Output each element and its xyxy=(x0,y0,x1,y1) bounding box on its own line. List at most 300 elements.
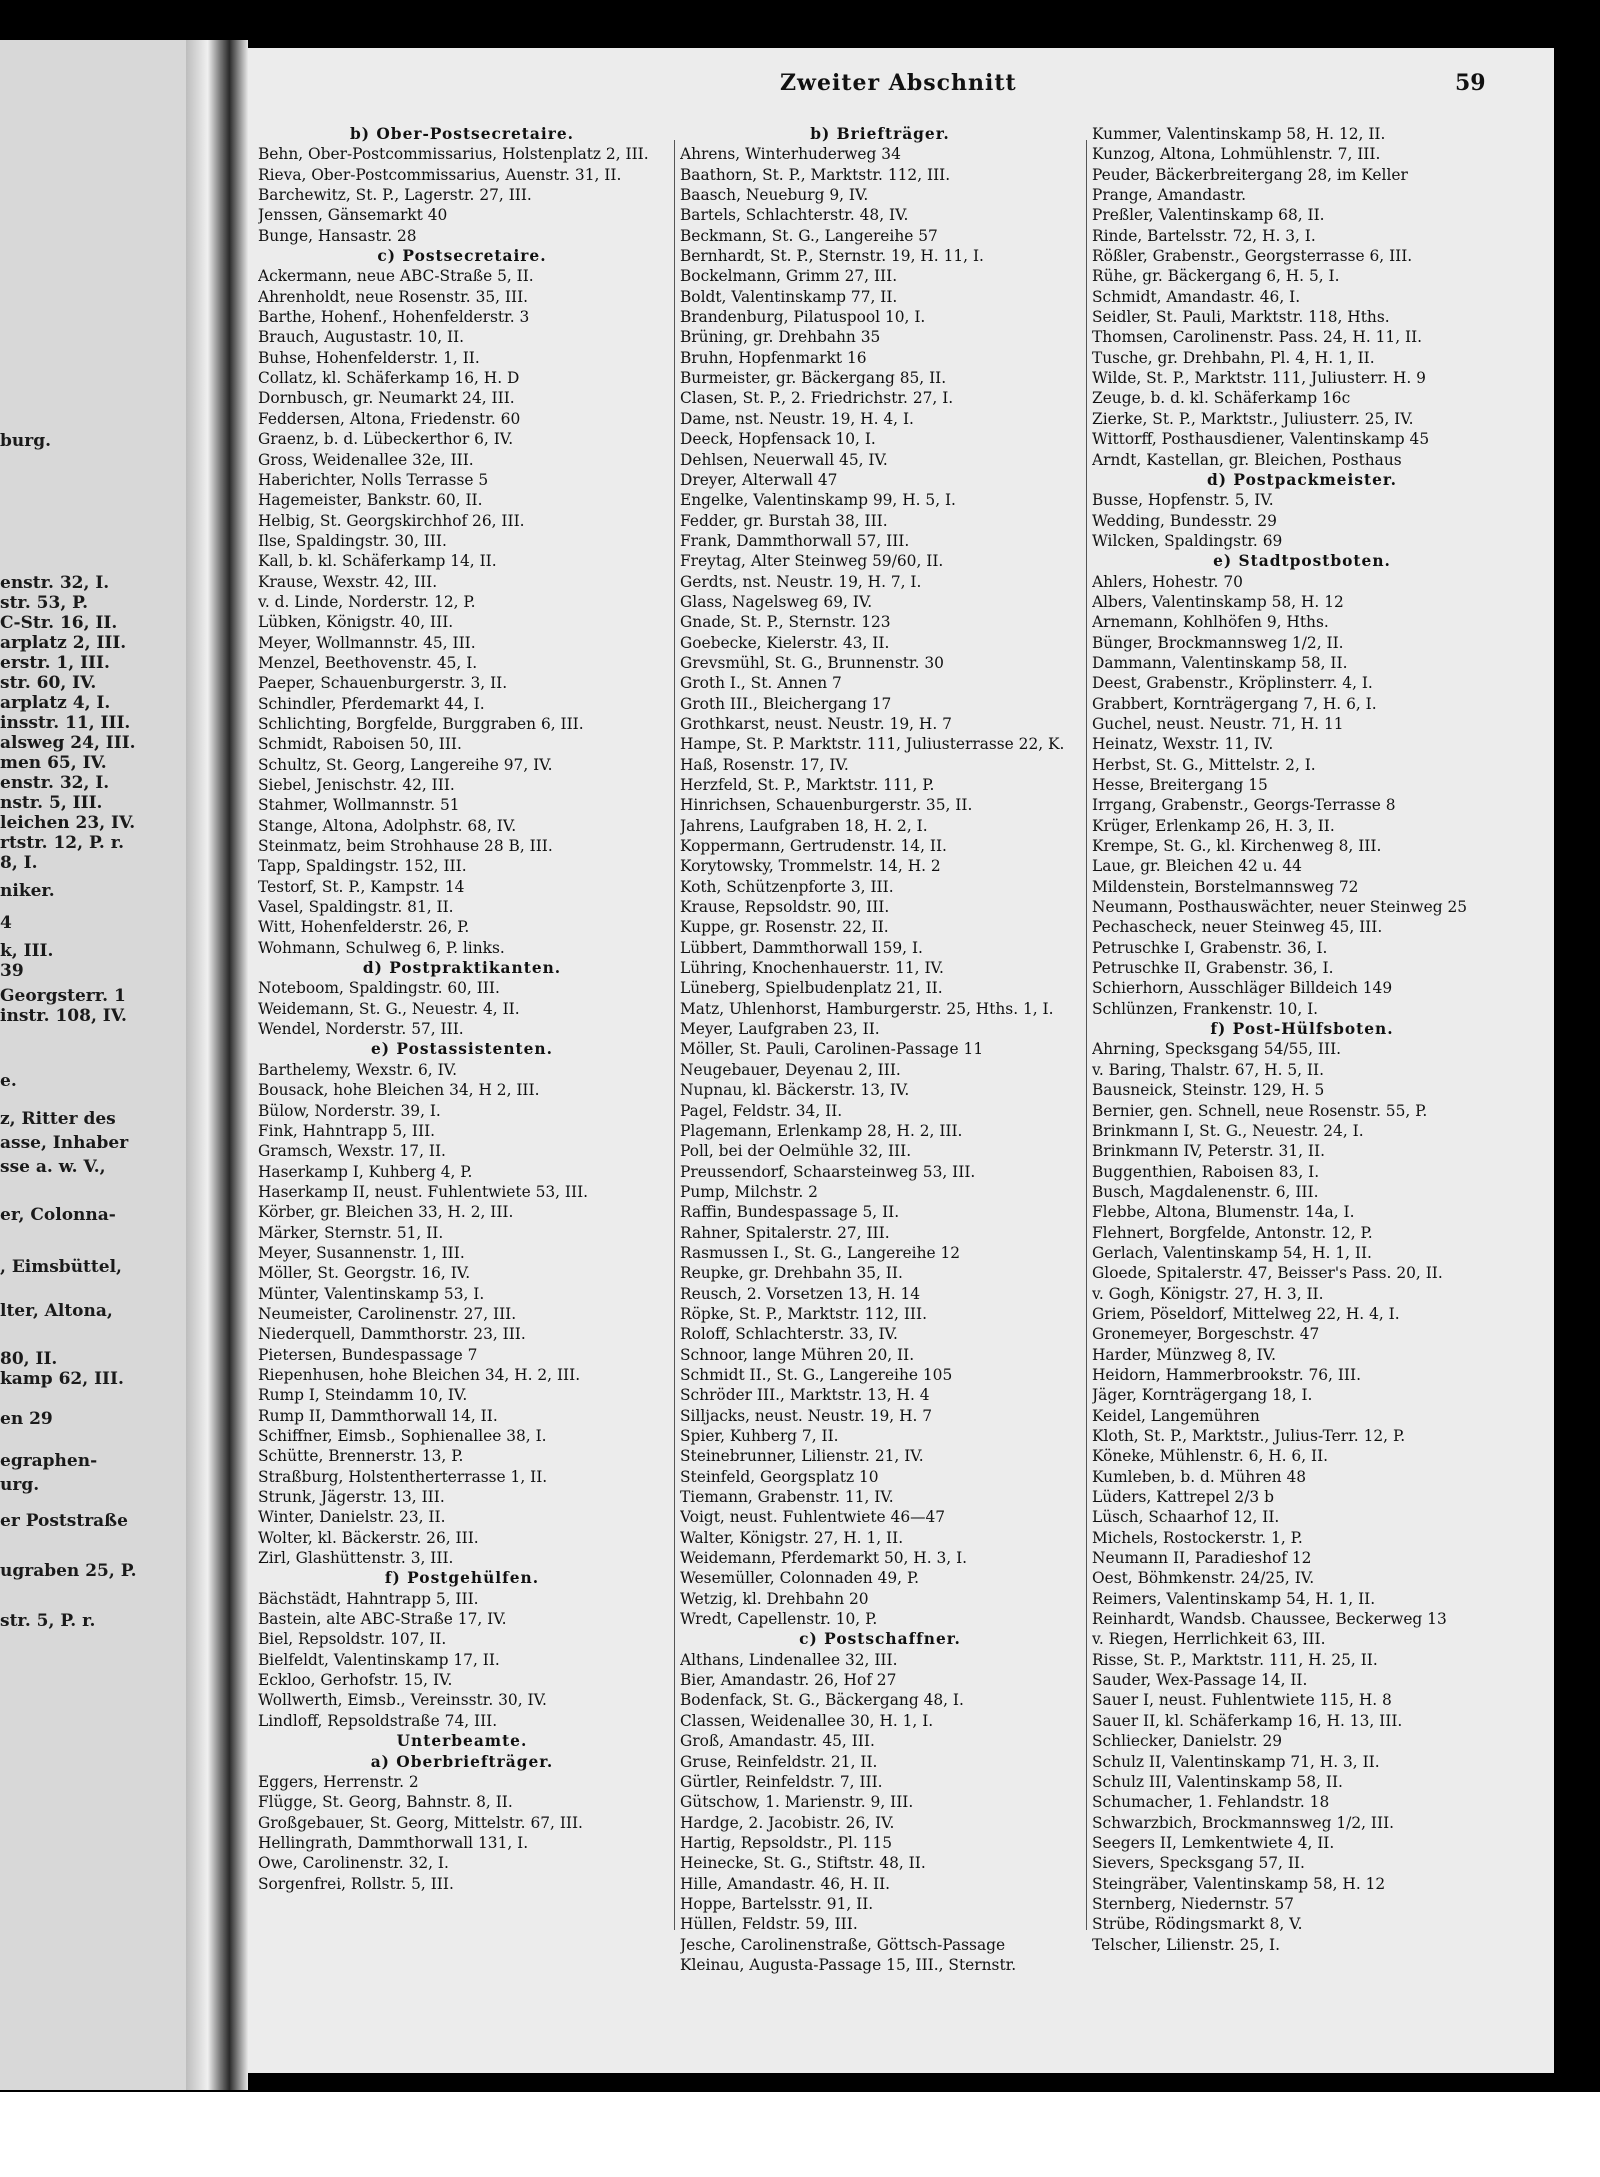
directory-entry: Herzfeld, St. P., Marktstr. 111, P. xyxy=(680,776,935,794)
left-page-text: urg. xyxy=(0,1475,40,1495)
directory-entry: Schröder III., Marktstr. 13, H. 4 xyxy=(680,1386,930,1405)
directory-entry: Rahner, Spitalerstr. 27, III. xyxy=(680,1223,890,1242)
directory-entry: Röpke, St. P., Marktstr. 112, III. xyxy=(680,1304,927,1323)
directory-entry: Brinkmann I, St. G., Neuestr. 24, I. xyxy=(1092,1121,1364,1140)
directory-entry: Schulz III, Valentinskamp 58, II. xyxy=(1092,1772,1343,1791)
directory-entry: Bernhardt, St. P., Sternstr. 19, H. 11, I. xyxy=(680,247,984,266)
column-2 xyxy=(680,124,1080,1975)
directory-entry: Boldt, Valentinskamp 77, II. xyxy=(680,287,898,306)
directory-entry: Graenz, b. d. Lübeckerthor 6, IV. xyxy=(258,430,514,449)
left-page-text: niker. xyxy=(0,881,55,901)
section-heading: d) Postpraktikanten. xyxy=(362,959,562,978)
directory-entry: Seegers II, Lemkentwiete 4, II. xyxy=(1092,1833,1335,1852)
directory-entry: Buhse, Hohenfelderstr. 1, II. xyxy=(258,348,480,367)
directory-entry: Dame, nst. Neustr. 19, H. 4, I. xyxy=(680,409,914,428)
left-page-text: 8, I. xyxy=(0,853,38,873)
directory-entry: Bächstädt, Hahntrapp 5, III. xyxy=(258,1589,479,1608)
left-page-text: str. 53, P. xyxy=(0,593,89,613)
directory-entry: Steingräber, Valentinskamp 58, H. 12 xyxy=(1092,1874,1386,1893)
section-heading: b) Ober-Postsecretaire. xyxy=(350,125,574,143)
directory-entry: Sorgenfrei, Rollstr. 5, III. xyxy=(258,1874,454,1893)
directory-entry: Poll, bei der Oelmühle 32, III. xyxy=(680,1142,912,1161)
directory-entry: Wollwerth, Eimsb., Vereinsstr. 30, IV. xyxy=(258,1691,547,1710)
directory-entry: Zeuge, b. d. kl. Schäferkamp 16c xyxy=(1092,389,1351,408)
directory-entry: Schwarzbich, Brockmannsweg 1/2, III. xyxy=(1092,1813,1395,1832)
left-page-text: C-Str. 16, II. xyxy=(0,613,118,633)
left-page-text: str. 60, IV. xyxy=(0,673,97,693)
scan-margin xyxy=(0,2092,1600,2177)
left-page-text: ugraben 25, P. xyxy=(0,1561,137,1581)
directory-entry: Petruschke I, Grabenstr. 36, I. xyxy=(1092,938,1328,957)
directory-entry: Busch, Magdalenenstr. 6, III. xyxy=(1092,1182,1319,1201)
directory-entry: Sievers, Specksgang 57, II. xyxy=(1092,1854,1305,1873)
directory-entry: Bartels, Schlachterstr. 48, IV. xyxy=(680,206,909,225)
directory-entry: Testorf, St. P., Kampstr. 14 xyxy=(258,877,465,896)
directory-entry: Brinkmann IV, Peterstr. 31, II. xyxy=(1092,1142,1325,1161)
left-page-text: Georgsterr. 1 xyxy=(0,986,126,1006)
directory-entry: Baasch, Neueburg 9, IV. xyxy=(680,186,869,205)
column-divider xyxy=(1086,140,1087,1930)
directory-entry: Zierke, St. P., Marktstr., Juliusterr. 25, IV. xyxy=(1092,409,1414,428)
directory-entry: Groth III., Bleichergang 17 xyxy=(680,694,892,713)
left-page-text: alsweg 24, III. xyxy=(0,733,136,753)
directory-entry: Prange, Amandastr. xyxy=(1092,186,1247,205)
directory-entry: Engelke, Valentinskamp 99, H. 5, I. xyxy=(680,491,956,510)
directory-entry: Gütschow, 1. Marienstr. 9, III. xyxy=(680,1793,914,1812)
directory-entry: Weidemann, St. G., Neuestr. 4, II. xyxy=(258,999,520,1018)
directory-entry: Neumeister, Carolinenstr. 27, III. xyxy=(258,1304,517,1323)
directory-entry: Strunk, Jägerstr. 13, III. xyxy=(258,1488,445,1507)
directory-entry: Griem, Pöseldorf, Mittelweg 22, H. 4, I. xyxy=(1092,1304,1400,1323)
book-gutter xyxy=(186,40,248,2090)
directory-entry: Silljacks, neust. Neustr. 19, H. 7 xyxy=(680,1406,933,1425)
directory-entry: Neumann, Posthauswächter, neuer Steinweg 25 xyxy=(1092,898,1468,917)
directory-entry: Kummer, Valentinskamp 58, H. 12, II. xyxy=(1092,125,1386,143)
directory-entry: Grevsmühl, St. G., Brunnenstr. 30 xyxy=(680,653,944,672)
directory-entry: Haberichter, Nolls Terrasse 5 xyxy=(258,470,489,489)
directory-entry: Oest, Böhmkenstr. 24/25, IV. xyxy=(1092,1569,1315,1588)
directory-entry: Schindler, Pferdemarkt 44, I. xyxy=(258,694,485,713)
directory-entry: Jahrens, Laufgraben 18, H. 2, I. xyxy=(680,816,928,835)
directory-entry: Jenssen, Gänsemarkt 40 xyxy=(258,206,448,225)
directory-entry: Meyer, Wollmannstr. 45, III. xyxy=(258,633,476,652)
directory-entry: Pechascheck, neuer Steinweg 45, III. xyxy=(1092,918,1383,937)
directory-entry: Bousack, hohe Bleichen 34, H 2, III. xyxy=(258,1081,540,1100)
directory-entry: Feddersen, Altona, Friedenstr. 60 xyxy=(258,409,521,428)
directory-entry: Bockelmann, Grimm 27, III. xyxy=(680,267,898,286)
directory-entry: Haserkamp II, neust. Fuhlentwiete 53, III. xyxy=(258,1182,589,1201)
directory-entry: Schmidt II., St. G., Langereihe 105 xyxy=(680,1365,953,1384)
directory-entry: Wesemüller, Colonnaden 49, P. xyxy=(680,1569,920,1588)
directory-entry: Sauder, Wex-Passage 14, II. xyxy=(1092,1671,1308,1690)
directory-entry: Schliecker, Danielstr. 29 xyxy=(1092,1732,1283,1751)
directory-entry: Barchewitz, St. P., Lagerstr. 27, III. xyxy=(258,186,532,205)
left-page-text: 4 xyxy=(0,913,12,933)
directory-entry: Wredt, Capellenstr. 10, P. xyxy=(680,1610,878,1629)
left-page-text: 80, II. xyxy=(0,1349,58,1369)
directory-entry: Gürtler, Reinfeldstr. 7, III. xyxy=(680,1772,883,1791)
directory-entry: Wohmann, Schulweg 6, P. links. xyxy=(258,938,505,957)
directory-entry: Schlünzen, Frankenstr. 10, I. xyxy=(1092,999,1319,1018)
directory-entry: Brauch, Augustastr. 10, II. xyxy=(258,328,465,347)
directory-entry: Biel, Repsoldstr. 107, II. xyxy=(258,1630,447,1649)
left-page-text: men 65, IV. xyxy=(0,753,107,773)
directory-entry: Steinmatz, beim Strohhause 28 B, III. xyxy=(258,837,553,856)
directory-entry: Rump II, Dammthorwall 14, II. xyxy=(258,1406,498,1425)
directory-entry: Gerlach, Valentinskamp 54, H. 1, II. xyxy=(1092,1243,1372,1262)
directory-entry: Wilde, St. P., Marktstr. 111, Juliusterr. H. 9 xyxy=(1092,369,1426,388)
directory-entry: Strübe, Rödingsmarkt 8, V. xyxy=(1092,1915,1303,1934)
directory-entry: Kall, b. kl. Schäferkamp 14, II. xyxy=(258,552,497,571)
directory-entry: Haß, Rosenstr. 17, IV. xyxy=(680,755,849,774)
directory-entry: Harder, Münzweg 8, IV. xyxy=(1092,1345,1277,1364)
directory-entry: Grabbert, Kornträgergang 7, H. 6, I. xyxy=(1092,694,1377,713)
directory-entry: Tiemann, Grabenstr. 11, IV. xyxy=(680,1488,894,1507)
directory-entry: Lühring, Knochenhauerstr. 11, IV. xyxy=(680,959,944,978)
directory-entry: Kunzog, Altona, Lohmühlenstr. 7, III. xyxy=(1092,145,1381,164)
directory-entry: Hüllen, Feldstr. 59, III. xyxy=(680,1915,858,1934)
directory-entry: Schütte, Brennerstr. 13, P. xyxy=(258,1447,464,1466)
left-page-text: insstr. 11, III. xyxy=(0,713,131,733)
directory-entry: Münter, Valentinskamp 53, I. xyxy=(258,1284,485,1303)
directory-entry: Risse, St. P., Marktstr. 111, H. 25, II. xyxy=(1092,1650,1378,1669)
directory-entry: Frank, Dammthorwall 57, III. xyxy=(680,531,910,550)
left-page-text: enstr. 32, I. xyxy=(0,773,110,793)
directory-entry: Irrgang, Grabenstr., Georgs-Terrasse 8 xyxy=(1092,796,1396,815)
directory-entry: Groth I., St. Annen 7 xyxy=(680,674,842,693)
directory-entry: Lüneberg, Spielbudenplatz 21, II. xyxy=(680,979,943,998)
directory-entry: Goebecke, Kielerstr. 43, II. xyxy=(680,633,890,652)
directory-entry: Collatz, kl. Schäferkamp 16, H. D xyxy=(258,369,520,388)
directory-entry: Hille, Amandastr. 46, H. II. xyxy=(680,1874,891,1893)
directory-entry: Buggenthien, Raboisen 83, I. xyxy=(1092,1162,1320,1181)
directory-entry: Rieva, Ober-Postcommissarius, Auenstr. 31, II. xyxy=(258,165,622,184)
directory-entry: Stange, Altona, Adolphstr. 68, IV. xyxy=(258,816,517,835)
directory-entry: Deest, Grabenstr., Kröplinsterr. 4, I. xyxy=(1092,674,1373,693)
directory-entry: Althans, Lindenallee 32, III. xyxy=(680,1650,898,1669)
directory-entry: Keidel, Langemühren xyxy=(1092,1406,1260,1425)
directory-entry: Wedding, Bundesstr. 29 xyxy=(1092,511,1277,530)
directory-entry: Tapp, Spaldingstr. 152, III. xyxy=(258,857,467,876)
directory-entry: Kumleben, b. d. Mühren 48 xyxy=(1092,1467,1307,1486)
left-page-text: asse, Inhaber xyxy=(0,1133,129,1153)
directory-entry: Beckmann, St. G., Langereihe 57 xyxy=(680,226,938,245)
directory-entry: Plagemann, Erlenkamp 28, H. 2, III. xyxy=(680,1121,963,1140)
directory-entry: Köneke, Mühlenstr. 6, H. 6, II. xyxy=(1092,1447,1329,1466)
directory-entry: Sternberg, Niedernstr. 57 xyxy=(1092,1894,1294,1913)
directory-entry: Reimers, Valentinskamp 54, H. 1, II. xyxy=(1092,1589,1376,1608)
directory-entry: Schmidt, Raboisen 50, III. xyxy=(258,735,462,754)
directory-entry: v. d. Linde, Norderstr. 12, P. xyxy=(258,592,476,611)
directory-entry: Krause, Wexstr. 42, III. xyxy=(258,572,438,591)
left-page-text: er Poststraße xyxy=(0,1511,128,1531)
directory-entry: Niederquell, Dammthorstr. 23, III. xyxy=(258,1325,526,1344)
directory-entry: Dammann, Valentinskamp 58, II. xyxy=(1092,653,1348,672)
directory-entry: Dornbusch, gr. Neumarkt 24, III. xyxy=(258,389,515,408)
directory-entry: Schmidt, Amandastr. 46, I. xyxy=(1092,287,1301,306)
directory-entry: Meyer, Laufgraben 23, II. xyxy=(680,1020,880,1039)
directory-entry: Witt, Hohenfelderstr. 26, P. xyxy=(258,918,470,937)
directory-entry: Steinfeld, Georgsplatz 10 xyxy=(680,1467,879,1486)
directory-entry: Noteboom, Spaldingstr. 60, III. xyxy=(258,979,500,998)
section-heading: b) Briefträger. xyxy=(810,125,950,143)
directory-entry: Wilcken, Spaldingstr. 69 xyxy=(1092,531,1283,550)
directory-entry: Petruschke II, Grabenstr. 36, I. xyxy=(1092,959,1334,978)
directory-entry: Meyer, Susannenstr. 1, III. xyxy=(258,1243,465,1262)
directory-entry: Raffin, Bundespassage 5, II. xyxy=(680,1203,900,1222)
directory-entry: Haserkamp I, Kuhberg 4, P. xyxy=(258,1162,473,1181)
directory-entry: Körber, gr. Bleichen 33, H. 2, III. xyxy=(258,1203,514,1222)
left-page-text: leichen 23, IV. xyxy=(0,813,136,833)
directory-entry: Kleinau, Augusta-Passage 15, III., Sternstr. xyxy=(680,1955,1017,1974)
directory-entry: Groß, Amandastr. 45, III. xyxy=(680,1732,875,1751)
directory-entry: Lübbert, Dammthorwall 159, I. xyxy=(680,938,923,957)
directory-entry: Albers, Valentinskamp 58, H. 12 xyxy=(1092,592,1344,611)
directory-entry: Gronemeyer, Borgeschstr. 47 xyxy=(1092,1325,1320,1344)
directory-entry: Dreyer, Alterwall 47 xyxy=(680,470,838,489)
directory-entry: Heidorn, Hammerbrookstr. 76, III. xyxy=(1092,1365,1361,1384)
directory-entry: Preßler, Valentinskamp 68, II. xyxy=(1092,206,1325,225)
directory-entry: Fink, Hahntrapp 5, III. xyxy=(258,1121,436,1140)
directory-entry: Gnade, St. P., Sternstr. 123 xyxy=(680,613,891,632)
directory-entry: Reupke, gr. Drehbahn 35, II. xyxy=(680,1264,903,1283)
left-page-text: egraphen- xyxy=(0,1451,98,1471)
left-page-text: 39 xyxy=(0,961,24,981)
section-heading: Unterbeamte. xyxy=(396,1732,528,1751)
directory-entry: Telscher, Lilienstr. 25, I. xyxy=(1092,1935,1280,1954)
directory-entry: Möller, St. Pauli, Carolinen-Passage 11 xyxy=(680,1040,984,1059)
directory-entry: Nupnau, kl. Bäckerstr. 13, IV. xyxy=(680,1081,910,1100)
left-page-text: en 29 xyxy=(0,1409,53,1429)
directory-entry: v. Riegen, Herrlichkeit 63, III. xyxy=(1092,1630,1326,1649)
section-heading: f) Postgehülfen. xyxy=(384,1569,540,1588)
directory-entry: Gramsch, Wexstr. 17, II. xyxy=(258,1142,446,1161)
directory-entry: Fedder, gr. Burstah 38, III. xyxy=(680,511,888,530)
directory-entry: Krüger, Erlenkamp 26, H. 3, II. xyxy=(1092,816,1335,835)
directory-entry: Arndt, Kastellan, gr. Bleichen, Posthaus xyxy=(1092,450,1402,469)
directory-entry: Michels, Rostockerstr. 1, P. xyxy=(1092,1528,1303,1547)
directory-entry: Reusch, 2. Vorsetzen 13, H. 14 xyxy=(680,1284,921,1303)
directory-entry: Hagemeister, Bankstr. 60, II. xyxy=(258,491,483,510)
directory-entry: Paeper, Schauenburgerstr. 3, II. xyxy=(258,674,508,693)
left-page-text: burg. xyxy=(0,431,52,451)
directory-entry: Glass, Nagelsweg 69, IV. xyxy=(680,592,873,611)
directory-entry: Barthe, Hohenf., Hohenfelderstr. 3 xyxy=(258,308,530,327)
directory-entry: Spier, Kuhberg 7, II. xyxy=(680,1427,839,1445)
directory-entry: Guchel, neust. Neustr. 71, H. 11 xyxy=(1092,714,1344,733)
directory-entry: Gross, Weidenallee 32e, III. xyxy=(258,450,474,469)
directory-entry: Pump, Milchstr. 2 xyxy=(680,1182,818,1201)
directory-entry: Burmeister, gr. Bäckergang 85, II. xyxy=(680,369,947,388)
page-header-title: Zweiter Abschnitt xyxy=(780,70,1017,96)
left-page-text: rtstr. 12, P. r. xyxy=(0,833,125,853)
left-page-text: e. xyxy=(0,1071,17,1091)
left-page-text: sse a. w. V., xyxy=(0,1157,106,1177)
left-page-text: er, Colonna- xyxy=(0,1205,116,1225)
directory-entry: Heinecke, St. G., Stiftstr. 48, II. xyxy=(680,1854,926,1873)
directory-entry: Thomsen, Carolinenstr. Pass. 24, H. 11, II. xyxy=(1092,328,1423,347)
directory-entry: Wetzig, kl. Drehbahn 20 xyxy=(680,1589,869,1608)
directory-entry: Owe, Carolinenstr. 32, I. xyxy=(258,1854,449,1873)
left-page-text: str. 5, P. r. xyxy=(0,1611,96,1631)
directory-entry: Clasen, St. P., 2. Friedrichstr. 27, I. xyxy=(680,389,954,408)
directory-entry: Helbig, St. Georgskirchhof 26, III. xyxy=(258,511,525,530)
directory-entry: Riepenhusen, hohe Bleichen 34, H. 2, III. xyxy=(258,1365,581,1384)
directory-entry: Eggers, Herrenstr. 2 xyxy=(258,1772,419,1791)
section-heading: c) Postschaffner. xyxy=(799,1630,961,1649)
directory-entry: Wittorff, Posthausdiener, Valentinskamp 45 xyxy=(1092,430,1430,449)
directory-entry: Schulz II, Valentinskamp 71, H. 3, II. xyxy=(1092,1752,1380,1771)
directory-entry: Mildenstein, Borstelmannsweg 72 xyxy=(1092,877,1359,896)
directory-entry: Siebel, Jenischstr. 42, III. xyxy=(258,776,455,794)
directory-entry: Rump I, Steindamm 10, IV. xyxy=(258,1386,468,1405)
directory-entry: Freytag, Alter Steinweg 59/60, II. xyxy=(680,552,944,571)
directory-entry: Jäger, Kornträgergang 18, I. xyxy=(1092,1386,1313,1405)
left-page-text: , Eimsbüttel, xyxy=(0,1257,122,1277)
directory-entry: Matz, Uhlenhorst, Hamburgerstr. 25, Hths. 1, I. xyxy=(680,999,1054,1018)
directory-entry: Menzel, Beethovenstr. 45, I. xyxy=(258,653,478,672)
directory-entry: Busse, Hopfenstr. 5, IV. xyxy=(1092,491,1274,510)
directory-entry: Märker, Sternstr. 51, II. xyxy=(258,1223,444,1242)
directory-entry: v. Gogh, Königstr. 27, H. 3, II. xyxy=(1092,1284,1324,1303)
directory-entry: Krempe, St. G., kl. Kirchenweg 8, III. xyxy=(1092,837,1382,856)
directory-entry: Koppermann, Gertrudenstr. 14, II. xyxy=(680,837,947,856)
directory-entry: Heinatz, Wexstr. 11, IV. xyxy=(1092,735,1274,754)
directory-entry: Ackermann, neue ABC-Straße 5, II. xyxy=(258,267,534,286)
directory-entry: Bünger, Brockmannsweg 1/2, II. xyxy=(1092,633,1344,652)
section-heading: a) Oberbriefträger. xyxy=(370,1752,554,1771)
directory-entry: Korytowsky, Trommelstr. 14, H. 2 xyxy=(680,857,941,876)
directory-entry: Stahmer, Wollmannstr. 51 xyxy=(258,796,460,815)
directory-entry: Neugebauer, Deyenau 2, III. xyxy=(680,1060,901,1079)
directory-entry: Hinrichsen, Schauenburgerstr. 35, II. xyxy=(680,796,973,815)
directory-entry: Tusche, gr. Drehbahn, Pl. 4, H. 1, II. xyxy=(1092,348,1375,367)
left-page-text: nstr. 5, III. xyxy=(0,793,103,813)
directory-entry: Zirl, Glashüttenstr. 3, III. xyxy=(258,1549,454,1568)
directory-entry: Ahrenholdt, neue Rosenstr. 35, III. xyxy=(258,287,529,306)
directory-entry: Ahrens, Winterhuderweg 34 xyxy=(680,145,901,164)
directory-entry: Lüsch, Schaarhof 12, II. xyxy=(1092,1508,1280,1527)
directory-entry: Krause, Repsoldstr. 90, III. xyxy=(680,898,890,917)
left-page-text: arplatz 2, III. xyxy=(0,633,127,653)
directory-entry: Bunge, Hansastr. 28 xyxy=(258,226,417,245)
left-page-text: k, III. xyxy=(0,941,54,961)
directory-entry: Hampe, St. P. Marktstr. 111, Juliusterrasse 22, K. xyxy=(680,735,1065,754)
directory-entry: Peuder, Bäckerbreitergang 28, im Keller xyxy=(1092,165,1408,184)
directory-entry: Seidler, St. Pauli, Marktstr. 118, Hths. xyxy=(1092,308,1390,327)
directory-entry: Lüders, Kattrepel 2/3 b xyxy=(1092,1488,1274,1507)
directory-entry: Bastein, alte ABC-Straße 17, IV. xyxy=(258,1610,507,1629)
directory-entry: Schultz, St. Georg, Langereihe 97, IV. xyxy=(258,755,553,774)
directory-entry: Hartig, Repsoldstr., Pl. 115 xyxy=(680,1833,893,1852)
section-heading: f) Post-Hülfsboten. xyxy=(1210,1020,1394,1039)
directory-entry: Hardge, 2. Jacobistr. 26, IV. xyxy=(680,1813,895,1832)
directory-entry: Deeck, Hopfensack 10, I. xyxy=(680,430,876,449)
directory-entry: Vasel, Spaldingstr. 81, II. xyxy=(258,898,454,917)
directory-entry: Behn, Ober-Postcommissarius, Holstenplatz 2, III. xyxy=(258,145,649,164)
directory-entry: Neumann II, Paradieshof 12 xyxy=(1092,1549,1312,1568)
directory-entry: Ahrning, Specksgang 54/55, III. xyxy=(1092,1040,1342,1059)
directory-entry: Bülow, Norderstr. 39, I. xyxy=(258,1101,441,1120)
directory-entry: Kuppe, gr. Rosenstr. 22, II. xyxy=(680,918,889,937)
left-page-text: instr. 108, IV. xyxy=(0,1006,127,1026)
directory-entry: Weidemann, Pferdemarkt 50, H. 3, I. xyxy=(680,1549,968,1568)
directory-entry: Gerdts, nst. Neustr. 19, H. 7, I. xyxy=(680,572,922,591)
section-heading: d) Postpackmeister. xyxy=(1207,470,1397,489)
directory-entry: Schnoor, lange Mühren 20, II. xyxy=(680,1345,915,1364)
directory-entry: Classen, Weidenallee 30, H. 1, I. xyxy=(680,1711,934,1730)
directory-entry: Rinde, Bartelsstr. 72, H. 3, I. xyxy=(1092,226,1316,245)
directory-entry: Rößler, Grabenstr., Georgsterrasse 6, III. xyxy=(1092,247,1413,266)
directory-entry: Bruhn, Hopfenmarkt 16 xyxy=(680,348,867,367)
directory-entry: Walter, Königstr. 27, H. 1, II. xyxy=(680,1528,904,1547)
directory-entry: Schlichting, Borgfelde, Burggraben 6, III. xyxy=(258,714,584,733)
directory-entry: Gloede, Spitalerstr. 47, Beisser's Pass. 20, II. xyxy=(1092,1264,1443,1283)
directory-entry: Eckloo, Gerhofstr. 15, IV. xyxy=(258,1671,453,1690)
directory-entry: Brandenburg, Pilatuspool 10, I. xyxy=(680,308,926,327)
left-page-text: z, Ritter des xyxy=(0,1109,116,1129)
directory-entry: Schiffner, Eimsb., Sophienallee 38, I. xyxy=(258,1427,547,1445)
directory-entry: Rühe, gr. Bäckergang 6, H. 5, I. xyxy=(1092,267,1340,286)
directory-entry: Gruse, Reinfeldstr. 21, II. xyxy=(680,1752,878,1771)
directory-entry: Schumacher, 1. Fehlandstr. 18 xyxy=(1092,1793,1330,1812)
directory-entry: Ilse, Spaldingstr. 30, III. xyxy=(258,531,447,550)
directory-entry: Möller, St. Georgstr. 16, IV. xyxy=(258,1264,471,1283)
directory-entry: Koth, Schützenpforte 3, III. xyxy=(680,877,894,896)
directory-entry: Wolter, kl. Bäckerstr. 26, III. xyxy=(258,1528,479,1547)
page-number: 59 xyxy=(1455,70,1486,96)
directory-entry: Dehlsen, Neuerwall 45, IV. xyxy=(680,450,888,469)
left-page-text: lter, Altona, xyxy=(0,1301,113,1321)
directory-entry: Flebbe, Altona, Blumenstr. 14a, I. xyxy=(1092,1203,1355,1222)
directory-entry: Pagel, Feldstr. 34, II. xyxy=(680,1101,843,1120)
directory-entry: Winter, Danielstr. 23, II. xyxy=(258,1508,446,1527)
directory-entry: Bausneick, Steinstr. 129, H. 5 xyxy=(1092,1081,1325,1100)
column-3 xyxy=(1092,124,1512,1955)
directory-entry: Hesse, Breitergang 15 xyxy=(1092,776,1268,794)
section-heading: c) Postsecretaire. xyxy=(377,247,547,266)
directory-entry: Schierhorn, Ausschläger Billdeich 149 xyxy=(1092,979,1393,998)
directory-entry: Preussendorf, Schaarsteinweg 53, III. xyxy=(680,1162,976,1181)
left-page-text: enstr. 32, I. xyxy=(0,573,110,593)
directory-entry: v. Baring, Thalstr. 67, H. 5, II. xyxy=(1092,1060,1324,1079)
directory-entry: Voigt, neust. Fuhlentwiete 46—47 xyxy=(680,1508,946,1527)
directory-entry: Kloth, St. P., Marktstr., Julius-Terr. 12, P. xyxy=(1092,1427,1406,1445)
directory-entry: Jesche, Carolinenstraße, Göttsch-Passage xyxy=(680,1935,1006,1954)
directory-entry: Herbst, St. G., Mittelstr. 2, I. xyxy=(1092,755,1316,774)
directory-entry: Roloff, Schlachterstr. 33, IV. xyxy=(680,1325,898,1344)
directory-entry: Sauer I, neust. Fuhlentwiete 115, H. 8 xyxy=(1092,1691,1392,1710)
directory-entry: Ahlers, Hohestr. 70 xyxy=(1092,572,1243,591)
left-page-text: arplatz 4, I. xyxy=(0,693,111,713)
directory-entry: Reinhardt, Wandsb. Chaussee, Beckerweg 13 xyxy=(1092,1610,1447,1629)
directory-entry: Arnemann, Kohlhöfen 9, Hths. xyxy=(1092,613,1329,632)
directory-entry: Baathorn, St. P., Marktstr. 112, III. xyxy=(680,165,951,184)
directory-entry: Grothkarst, neust. Neustr. 19, H. 7 xyxy=(680,714,952,733)
directory-entry: Sauer II, kl. Schäferkamp 16, H. 13, III. xyxy=(1092,1711,1403,1730)
directory-entry: Laue, gr. Bleichen 42 u. 44 xyxy=(1092,857,1302,876)
directory-entry: Wendel, Norderstr. 57, III. xyxy=(258,1020,464,1039)
column-1 xyxy=(258,124,666,1894)
directory-entry: Steinebrunner, Lilienstr. 21, IV. xyxy=(680,1447,924,1466)
left-page-fragment xyxy=(0,40,186,2090)
directory-entry: Straßburg, Holstentherterrasse 1, II. xyxy=(258,1467,548,1486)
directory-entry: Bielfeldt, Valentinskamp 17, II. xyxy=(258,1650,500,1669)
directory-entry: Bier, Amandastr. 26, Hof 27 xyxy=(680,1671,897,1690)
directory-entry: Flügge, St. Georg, Bahnstr. 8, II. xyxy=(258,1793,513,1812)
directory-entry: Rasmussen I., St. G., Langereihe 12 xyxy=(680,1243,961,1262)
directory-entry: Flehnert, Borgfelde, Antonstr. 12, P. xyxy=(1092,1223,1373,1242)
